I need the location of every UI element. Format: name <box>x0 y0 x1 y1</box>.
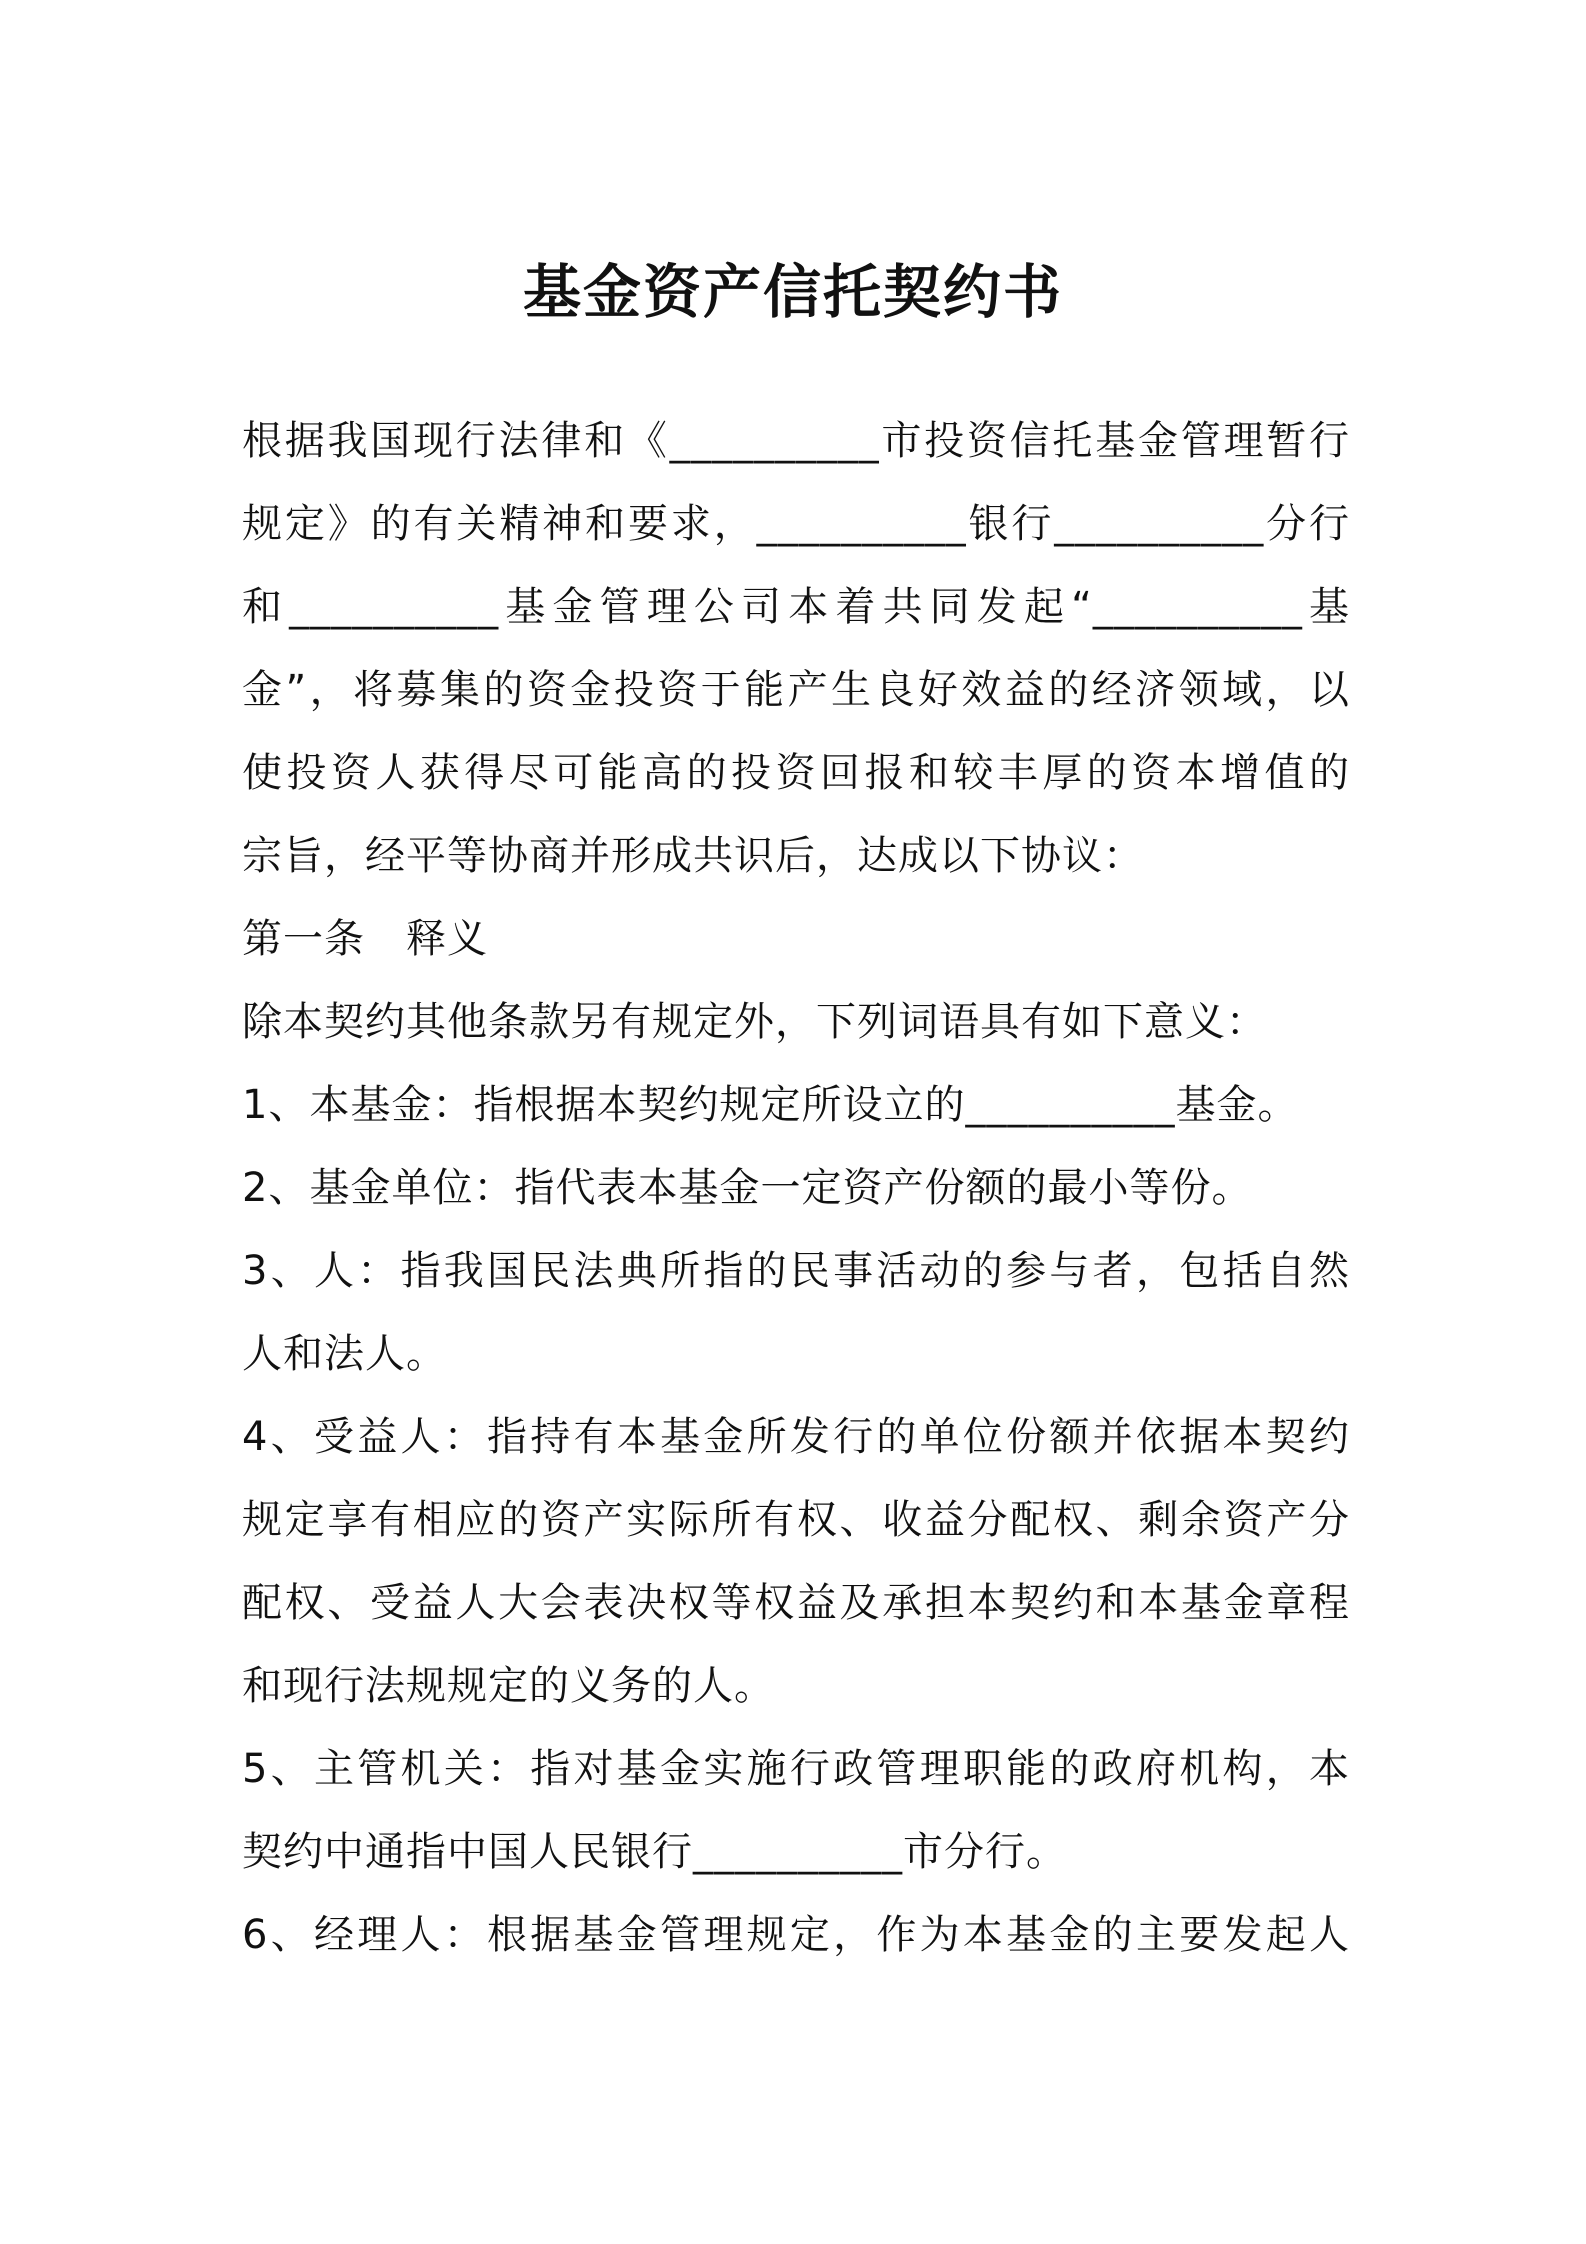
paragraph-line: 和__________基金管理公司本着共同发起“__________基 <box>242 584 1350 630</box>
document-body <box>242 400 1350 1977</box>
definition-item: 和现行法规规定的义务的人。 <box>242 1663 775 1709</box>
paragraph-line: 金”，将募集的资金投资于能产生良好效益的经济领域，以 <box>242 667 1350 713</box>
paragraph-line: 使投资人获得尽可能高的投资回报和较丰厚的资本增值的 <box>242 750 1350 796</box>
paragraph-line: 除本契约其他条款另有规定外，下列词语具有如下意义： <box>242 999 1267 1045</box>
article-heading: 第一条 释义 <box>242 916 488 962</box>
definition-item: 3、人：指我国民法典所指的民事活动的参与者，包括自然 <box>242 1248 1350 1294</box>
definition-item: 6、经理人：根据基金管理规定，作为本基金的主要发起人 <box>242 1912 1350 1958</box>
document-title: 基金资产信托契约书 <box>522 258 1063 326</box>
definition-item: 4、受益人：指持有本基金所发行的单位份额并依据本契约 <box>242 1414 1350 1460</box>
definition-item: 规定享有相应的资产实际所有权、收益分配权、剩余资产分 <box>242 1497 1350 1543</box>
definition-item: 1、本基金：指根据本契约规定所设立的__________基金。 <box>242 1082 1299 1128</box>
paragraph-line: 根据我国现行法律和《__________市投资信托基金管理暂行 <box>242 418 1350 464</box>
definition-item: 契约中通指中国人民银行__________市分行。 <box>242 1829 1067 1875</box>
definition-item: 配权、受益人大会表决权等权益及承担本契约和本基金章程 <box>242 1580 1350 1626</box>
paragraph-line: 宗旨，经平等协商并形成共识后，达成以下协议： <box>242 833 1144 879</box>
definition-item: 人和法人。 <box>242 1331 447 1377</box>
definition-item: 5、主管机关：指对基金实施行政管理职能的政府机构，本 <box>242 1746 1350 1792</box>
definition-item: 2、基金单位：指代表本基金一定资产份额的最小等份。 <box>242 1165 1253 1211</box>
paragraph-line: 规定》的有关精神和要求，__________银行__________分行 <box>242 501 1350 547</box>
